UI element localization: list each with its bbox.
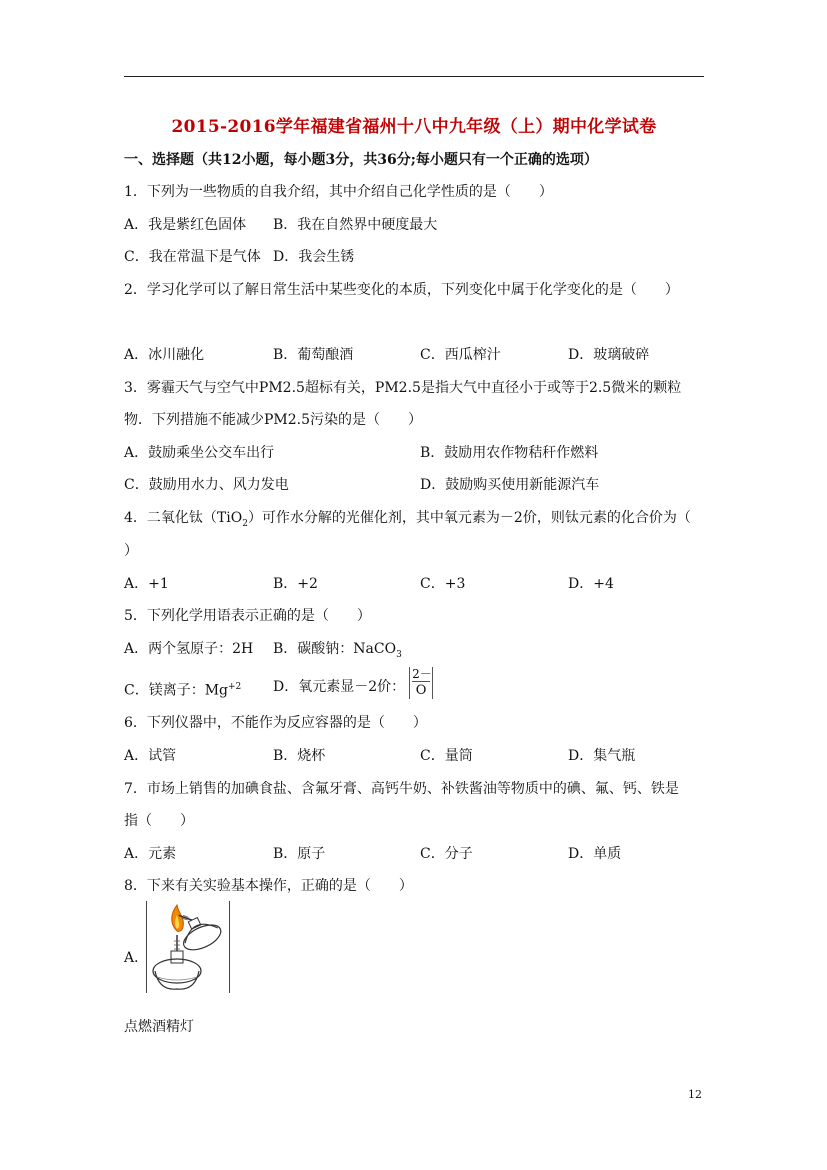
- q2-stem: 2．学习化学可以了解日常生活中某些变化的本质，下列变化中属于化学变化的是（ ）: [124, 282, 679, 298]
- q7-option-a: A．元素: [124, 846, 177, 862]
- q7-option-c: C．分子: [420, 846, 473, 862]
- page-number: 12: [688, 1088, 702, 1101]
- q1-option-c: C．我在常温下是气体: [124, 249, 261, 265]
- q3-option-b: B．鼓励用农作物秸秆作燃料: [420, 445, 599, 461]
- q4-stem-pre: 4．二氧化钛（TiO: [124, 510, 243, 526]
- q7-option-d: D．单质: [568, 846, 622, 862]
- q3-option-c: C．鼓励用水力、风力发电: [124, 477, 289, 493]
- q4-option-c: C．+3: [420, 576, 466, 592]
- q2-option-a: A．冰川融化: [124, 347, 205, 363]
- q5-option-a: A．两个氢原子：2H: [124, 641, 254, 657]
- q5-option-d: [273, 667, 433, 704]
- q7-option-b: B．原子: [273, 846, 326, 862]
- q3-stem-line2: 物．下列措施不能减少PM2.5污染的是（ ）: [124, 412, 423, 428]
- q1-option-d: D．我会生锈: [273, 249, 355, 265]
- q1-option-a: A．我是紫红色固体: [124, 217, 247, 233]
- q4-stem-post: ）可作水分解的光催化剂，其中氧元素为－2价，则钛元素的化合价为（: [247, 510, 691, 526]
- valence-symbol: O: [415, 683, 427, 698]
- q4-stem-line2: ）: [124, 543, 138, 559]
- q4-option-b: B．+2: [273, 576, 318, 592]
- q3-option-d: D．鼓励购买使用新能源汽车: [420, 477, 600, 493]
- header-rule: [124, 76, 704, 77]
- page-title: 2015-2016学年福建省福州十八中九年级（上）期中化学试卷: [171, 117, 657, 137]
- q4-stem-subscript: 2: [242, 518, 248, 529]
- q5-option-c-text: C．镁离子：Mg: [124, 682, 229, 699]
- q5-option-c: [124, 678, 241, 700]
- q4-option-a: A．+1: [124, 576, 169, 592]
- q6-option-c: C．量筒: [420, 748, 473, 764]
- q8-option-a-caption: 点燃酒精灯: [124, 1019, 194, 1035]
- q2-option-d: D．玻璃破碎: [568, 347, 650, 363]
- q5-option-d-text: D．氧元素显－2价：: [273, 679, 406, 695]
- q1-stem: 1．下列为一些物质的自我介绍，其中介绍自己化学性质的是（ ）: [124, 184, 553, 200]
- valence-notation: [409, 667, 433, 699]
- alcohol-lamp-icon: [147, 901, 229, 993]
- q5-stem: 5．下列化学用语表示正确的是（ ）: [124, 608, 371, 624]
- q5-option-b-text: B．碳酸钠：NaCO: [273, 641, 397, 657]
- section-heading: 一、选择题（共12小题，每小题3分，共36分;每小题只有一个正确的选项）: [124, 152, 598, 168]
- q2-option-b: B．葡萄酿酒: [273, 347, 354, 363]
- q6-option-b: B．烧杯: [273, 748, 326, 764]
- q6-stem: 6．下列仪器中，不能作为反应容器的是（ ）: [124, 715, 427, 731]
- q5-option-b: [273, 640, 402, 664]
- q4-option-d: D．+4: [568, 576, 614, 592]
- q5-option-c-superscript: +2: [228, 682, 242, 692]
- q6-option-a: A．试管: [124, 748, 177, 764]
- alcohol-lamp-figure: [146, 901, 230, 993]
- q3-stem-line1: 3．雾霾天气与空气中PM2.5超标有关，PM2.5是指大气中直径小于或等于2.5微米的颗粒: [124, 380, 682, 396]
- valence-charge: 2－: [412, 667, 432, 681]
- q7-stem-line1: 7．市场上销售的加碘食盐、含氟牙膏、高钙牛奶、补铁酱油等物质中的碘、氟、钙、铁是: [124, 781, 679, 797]
- q4-stem-line1: [124, 509, 691, 533]
- q5-option-b-subscript: 3: [396, 649, 402, 660]
- q3-option-a: A．鼓励乘坐公交车出行: [124, 445, 275, 461]
- q2-option-c: C．西瓜榨汁: [420, 347, 501, 363]
- q1-option-b: B．我在自然界中硬度最大: [273, 217, 438, 233]
- q7-stem-line2: 指（ ）: [124, 813, 194, 829]
- q8-option-a: A．: [124, 950, 149, 966]
- q8-stem: 8．下来有关实验基本操作，正确的是（ ）: [124, 878, 413, 894]
- q6-option-d: D．集气瓶: [568, 748, 636, 764]
